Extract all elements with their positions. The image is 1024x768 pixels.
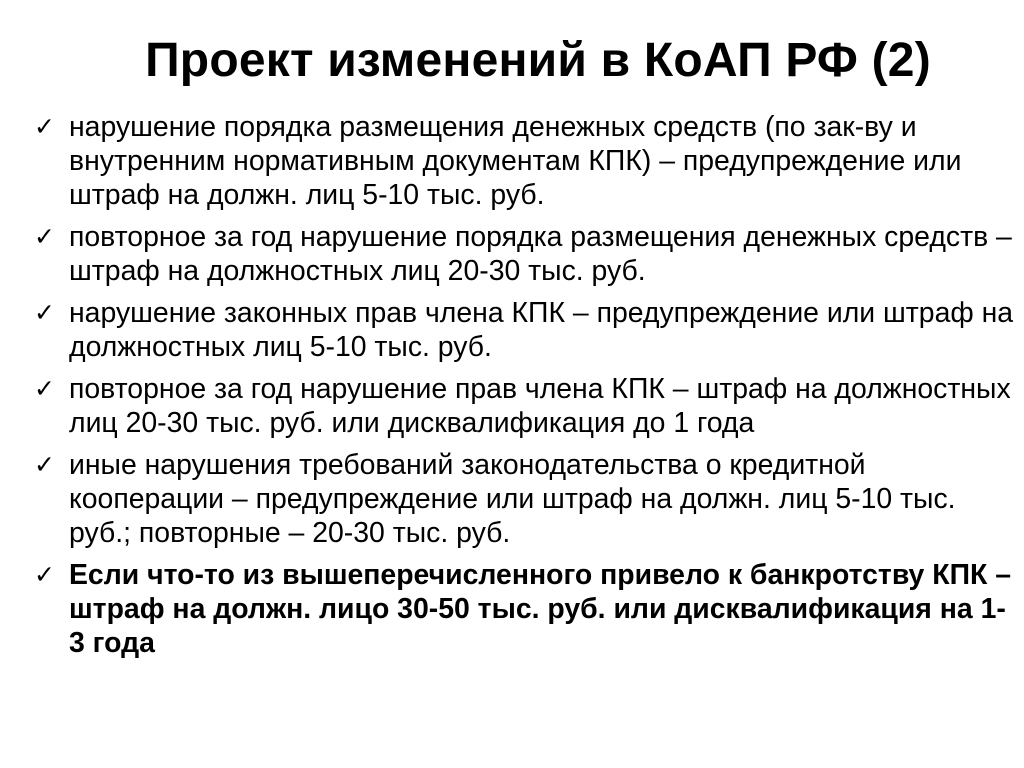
checkmark-icon: ✓ — [34, 112, 55, 141]
bullet-item-4 — [34, 372, 1020, 440]
bullet-text-4: повторное за год нарушение прав члена КПК – штраф на должностных лиц 20-30 тыс. руб. или дисквалификация до 1 года — [69, 373, 1011, 439]
bullet-item-6 — [34, 558, 1020, 660]
bullet-text-6: Если что-то из вышеперечисленного привело к банкротству КПК – штраф на должн. лицо 30-50 тыс. руб. или дисквалификация на 1-3 года — [69, 559, 1011, 659]
bullet-list — [34, 110, 1020, 668]
bullet-item-3 — [34, 296, 1020, 364]
bullet-text-5: иные нарушения требований законодательства о кредитной кооперации – предупреждение или штраф на должн. лиц 5-10 тыс. руб.; повторные – 20-30 тыс. руб. — [69, 449, 956, 549]
checkmark-icon: ✓ — [34, 222, 55, 251]
checkmark-icon: ✓ — [34, 560, 55, 589]
slide-title: Проект изменений в КоАП РФ (2) — [145, 34, 931, 87]
bullet-text-1: нарушение порядка размещения денежных средств (по зак-ву и внутренним нормативным документам КПК) – предупреждение или штраф на должн. лиц 5-10 тыс. руб. — [69, 111, 962, 211]
checkmark-icon: ✓ — [34, 298, 55, 327]
bullet-item-5 — [34, 448, 1020, 550]
bullet-item-2 — [34, 220, 1020, 288]
bullet-text-3: нарушение законных прав члена КПК – предупреждение или штраф на должностных лиц 5-10 тыс. руб. — [69, 297, 1014, 363]
bullet-text-2: повторное за год нарушение порядка размещения денежных средств – штраф на должностных лиц 20-30 тыс. руб. — [69, 221, 1012, 287]
checkmark-icon: ✓ — [34, 450, 55, 479]
bullet-item-1 — [34, 110, 1020, 212]
checkmark-icon: ✓ — [34, 374, 55, 403]
